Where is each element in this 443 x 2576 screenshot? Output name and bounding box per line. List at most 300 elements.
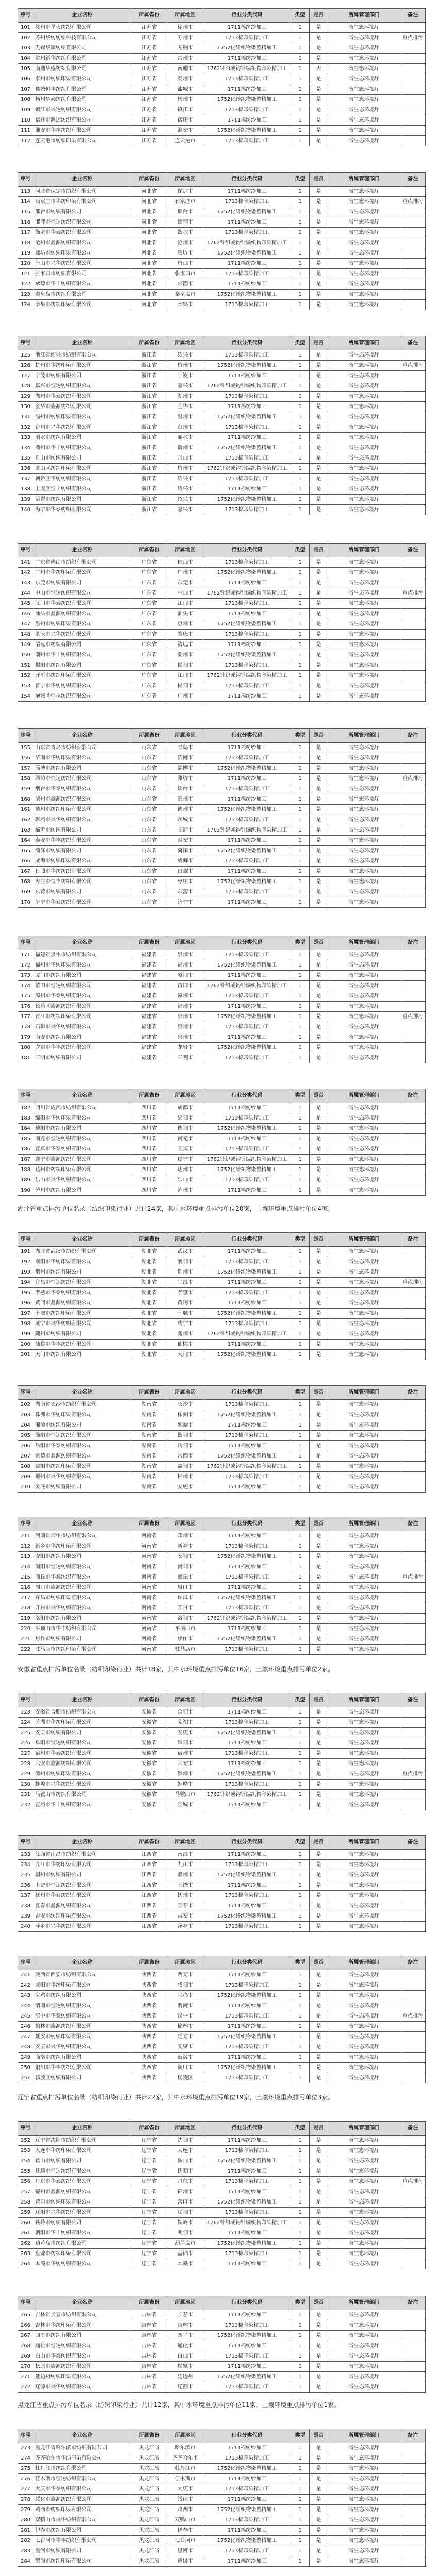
table-cell: 浙江省绍兴市纺织有限公司 xyxy=(33,350,131,361)
table-cell: 是 xyxy=(310,681,328,691)
table-cell: 青岛市 xyxy=(167,743,203,753)
table-cell: 1762针织或钩针编织物印染精加工 xyxy=(203,1329,291,1340)
table-cell: 1 xyxy=(291,1451,310,1462)
table-cell: 1711棉纺纱加工 xyxy=(203,1103,291,1113)
table-cell: 河北省 xyxy=(131,187,167,197)
table-cell: 清远市 xyxy=(167,640,203,650)
table-cell: 省生态环境厅 xyxy=(328,422,400,433)
table-cell: 新乡市 xyxy=(167,1541,203,1552)
table-cell: 1711棉纺纱加工 xyxy=(203,2136,291,2146)
table-cell: 舟山市 xyxy=(167,453,203,464)
table-cell: 省生态环境厅 xyxy=(328,2515,400,2526)
table-cell: 省生态环境厅 xyxy=(328,1482,400,1493)
table-cell xyxy=(400,392,426,402)
table-cell: 1 xyxy=(291,2474,310,2484)
table-cell: 省生态环境厅 xyxy=(328,1298,400,1309)
table-cell: 省生态环境厅 xyxy=(328,1022,400,1032)
table-cell: 1 xyxy=(291,2495,310,2505)
table-cell: 1752化纤织物染整精加工 xyxy=(203,443,291,453)
table-cell xyxy=(400,238,426,248)
table-cell: 否 xyxy=(310,64,328,74)
table-cell: 辽宁省 xyxy=(131,2166,167,2177)
table-cell: 佳木斯市 xyxy=(167,2474,203,2484)
table-cell: 是 xyxy=(310,743,328,753)
table-cell: 170 xyxy=(18,897,33,908)
column-header: 备注 xyxy=(400,336,426,350)
table-cell xyxy=(400,1032,426,1043)
table-cell: 省生态环境厅 xyxy=(328,2249,400,2259)
table-cell: 四平市 xyxy=(167,2331,203,2341)
table-cell: 广州市 xyxy=(167,568,203,578)
table-cell: 1 xyxy=(291,1552,310,1562)
table-cell: 白山市 xyxy=(167,2351,203,2362)
column-header: 行业分类代码 xyxy=(203,1517,291,1531)
column-header: 所属省份 xyxy=(131,1386,167,1400)
column-header: 类型 xyxy=(291,1956,310,1970)
table-cell: 省生态环境厅 xyxy=(328,960,400,971)
table-cell: 207 xyxy=(18,1451,33,1462)
table-cell: 江西省 xyxy=(131,1891,167,1901)
table-cell: 省生态环境厅 xyxy=(328,1603,400,1614)
table-cell: 焦作市 xyxy=(167,1634,203,1645)
table-cell: 1 xyxy=(291,505,310,515)
table-cell: 1 xyxy=(291,671,310,681)
table-cell xyxy=(400,1298,426,1309)
table-cell: 辽宁省 xyxy=(131,2146,167,2156)
table-cell xyxy=(400,259,426,269)
table-cell: 浙江省 xyxy=(131,392,167,402)
table-cell: 142 xyxy=(18,568,33,578)
table-cell xyxy=(400,557,426,568)
table-cell: 是 xyxy=(310,950,328,960)
table-cell: 南通华盛纺织有限公司 xyxy=(33,64,131,74)
table-cell: 广东省 xyxy=(131,650,167,660)
table-row xyxy=(18,960,426,971)
table-cell: 1713棉印染精加工 xyxy=(203,1780,291,1790)
table-cell: 1713棉印染精加工 xyxy=(203,1431,291,1441)
table-row xyxy=(18,557,426,568)
column-header: 序号 xyxy=(18,729,33,743)
table-cell: 河南省 xyxy=(131,1552,167,1562)
table-cell: 四川省 xyxy=(131,1124,167,1134)
column-header: 企业名称 xyxy=(33,1693,131,1707)
column-header: 企业名称 xyxy=(33,1386,131,1400)
table-header-row xyxy=(18,1233,426,1247)
table-cell: 汕头市鑫源纺织有限公司 xyxy=(33,609,131,619)
table-cell: 164 xyxy=(18,836,33,846)
table-cell: 省生态环境厅 xyxy=(328,836,400,846)
table-cell: 省生态环境厅 xyxy=(328,588,400,599)
table-cell: 1752化纤织物染整精加工 xyxy=(203,764,291,774)
table-cell: 滨州市鑫源纺织有限公司 xyxy=(33,794,131,805)
table-cell: 衡水市华泰纺织有限公司 xyxy=(33,228,131,238)
table-cell: 大庆市华泰纺织有限公司 xyxy=(33,2484,131,2495)
table-cell xyxy=(400,300,426,310)
table-cell: 鹤岗市纺织印染有限公司 xyxy=(33,2556,131,2567)
table-cell: 萧山区纺织印染有限公司 xyxy=(33,464,131,474)
table-row xyxy=(18,1790,426,1800)
table-cell: 是 xyxy=(310,991,328,1002)
table-cell xyxy=(400,1552,426,1562)
list-table xyxy=(18,1232,425,1360)
column-header: 是否 xyxy=(310,544,328,557)
table-cell: 葫芦岛市 xyxy=(167,2239,203,2249)
table-cell: 七台河市华丰纺织有限公司 xyxy=(33,2536,131,2546)
table-cell: 1 xyxy=(291,2320,310,2331)
table-cell: 1 xyxy=(291,126,310,136)
table-cell: 湖南省 xyxy=(131,1410,167,1420)
table-cell: 黑龙江省 xyxy=(131,2536,167,2546)
table-cell xyxy=(400,887,426,897)
table-cell: 257 xyxy=(18,2187,33,2197)
table-cell: 芜湖市华纺印染有限公司 xyxy=(33,1718,131,1728)
table-cell: 是 xyxy=(310,568,328,578)
table-cell xyxy=(400,1113,426,1124)
column-header: 行业分类代码 xyxy=(203,9,291,23)
table-cell: 吉林省 xyxy=(131,2351,167,2362)
list-table xyxy=(18,728,425,908)
table-cell: 186 xyxy=(18,1144,33,1155)
table-cell: 1 xyxy=(291,981,310,991)
table-cell: 224 xyxy=(18,1718,33,1728)
table-cell: 1752化纤织物染整精加工 xyxy=(203,2331,291,2341)
table-cell: 省生态环境厅 xyxy=(328,1614,400,1624)
table-row xyxy=(18,1298,426,1309)
table-cell: 南通市 xyxy=(167,64,203,74)
table-cell: 是 xyxy=(310,474,328,484)
table-cell: 259 xyxy=(18,2208,33,2218)
table-cell xyxy=(400,95,426,105)
table-cell: 伊春市纺织有限公司 xyxy=(33,2526,131,2536)
table-row xyxy=(18,2073,426,2083)
table-cell: 温州市纺织印染有限公司 xyxy=(33,412,131,422)
table-cell: 省生态环境厅 xyxy=(328,290,400,300)
table-cell: 厦门市纺织有限公司 xyxy=(33,971,131,981)
table-cell: 济宁市华泰纺织有限公司 xyxy=(33,897,131,908)
table-cell: 重点排污 xyxy=(400,588,426,599)
table-cell: 1713棉印染精加工 xyxy=(203,2011,291,2022)
table-cell: 省生态环境厅 xyxy=(328,2453,400,2464)
table-row xyxy=(18,2526,426,2536)
table-row xyxy=(18,991,426,1002)
table-cell: 陕西省 xyxy=(131,2042,167,2053)
table-cell: 1762针织或钩针编织物印染精加工 xyxy=(203,1462,291,1472)
table-cell: 1752化纤织物染整精加工 xyxy=(203,290,291,300)
table-cell: 汕头市 xyxy=(167,609,203,619)
table-cell: 145 xyxy=(18,599,33,609)
table-cell: 是 xyxy=(310,599,328,609)
table-cell: 1 xyxy=(291,825,310,836)
table-cell: 省生态环境厅 xyxy=(328,2022,400,2032)
table-cell: 187 xyxy=(18,1155,33,1165)
table-cell xyxy=(400,1593,426,1603)
table-cell: 黑龙江省 xyxy=(131,2515,167,2526)
table-cell: 三明市 xyxy=(167,1053,203,1063)
table-cell: 周口市鑫源纺织有限公司 xyxy=(33,1583,131,1593)
table-cell: 湖北省 xyxy=(131,1329,167,1340)
table-cell: 1713棉印染精加工 xyxy=(203,815,291,825)
table-cell: 常州新华纺织有限公司 xyxy=(33,54,131,64)
column-header: 序号 xyxy=(18,2122,33,2136)
column-header: 类型 xyxy=(291,2296,310,2310)
column-header: 企业名称 xyxy=(33,1089,131,1103)
column-header: 所属管理部门 xyxy=(328,544,400,557)
column-header: 所属地区 xyxy=(167,544,203,557)
table-cell: 1 xyxy=(291,187,310,197)
table-cell: 189 xyxy=(18,1175,33,1185)
column-header: 类型 xyxy=(291,729,310,743)
table-cell xyxy=(400,350,426,361)
table-cell: 广东省 xyxy=(131,681,167,691)
table-cell xyxy=(400,1103,426,1113)
table-cell: 1713棉印染精加工 xyxy=(203,630,291,640)
table-cell: 广东省 xyxy=(131,578,167,588)
column-header: 所属管理部门 xyxy=(328,1693,400,1707)
table-cell: 广东省 xyxy=(131,630,167,640)
table-cell: 日照市 xyxy=(167,867,203,877)
table-row xyxy=(18,1482,426,1493)
table-cell xyxy=(400,443,426,453)
table-cell: 省生态环境厅 xyxy=(328,877,400,887)
table-row xyxy=(18,2239,426,2249)
table-cell: 1 xyxy=(291,856,310,867)
table-cell: 是 xyxy=(310,619,328,630)
table-cell: 230 xyxy=(18,1780,33,1790)
table-cell: 锦州市鑫源纺织有限公司 xyxy=(33,2187,131,2197)
table-cell: 河南省 xyxy=(131,1624,167,1634)
table-row xyxy=(18,1350,426,1360)
table-cell: 江苏省 xyxy=(131,115,167,126)
table-cell: 1711棉纺纱加工 xyxy=(203,1583,291,1593)
table-cell: 吉林省 xyxy=(131,2372,167,2382)
table-cell: 是 xyxy=(310,2474,328,2484)
table-cell: 1713棉印染精加工 xyxy=(203,856,291,867)
table-cell: 1 xyxy=(291,2218,310,2228)
table-cell: 黑龙江省 xyxy=(131,2443,167,2453)
table-cell: 省生态环境厅 xyxy=(328,350,400,361)
table-cell: 萍乡市兴华纺织有限公司 xyxy=(33,1922,131,1932)
table-cell: 张家口市 xyxy=(167,269,203,279)
table-cell: 廊坊市纺织印染有限公司 xyxy=(33,248,131,259)
table-cell: 福建省 xyxy=(131,1032,167,1043)
table-cell: 遂宁市鑫源纺织有限公司 xyxy=(33,1155,131,1165)
table-cell: 153 xyxy=(18,681,33,691)
table-cell: 泉州市 xyxy=(167,1012,203,1022)
table-cell: 江苏省 xyxy=(131,126,167,136)
table-cell: 滁州市 xyxy=(167,1769,203,1780)
table-cell: 1713棉印染精加工 xyxy=(203,2320,291,2331)
table-cell: 安徽省 xyxy=(131,1707,167,1718)
table-cell: 重点排污 xyxy=(400,1012,426,1022)
table-cell: 省生态环境厅 xyxy=(328,361,400,371)
table-cell: 赣州市 xyxy=(167,1870,203,1880)
table-cell: 是 xyxy=(310,774,328,784)
table-cell xyxy=(400,269,426,279)
table-cell: 1 xyxy=(291,2136,310,2146)
table-cell: 1711棉纺纱加工 xyxy=(203,640,291,650)
table-cell: 陕西省 xyxy=(131,2001,167,2011)
column-header: 所属管理部门 xyxy=(328,1089,400,1103)
table-cell: 抚顺市恒达纺织有限公司 xyxy=(33,2166,131,2177)
table-cell xyxy=(400,1980,426,1991)
column-header: 是否 xyxy=(310,9,328,23)
table-cell: 是 xyxy=(310,557,328,568)
table-cell: 陕西省 xyxy=(131,2073,167,2083)
table-cell: 是 xyxy=(310,1922,328,1932)
table-cell: 省生态环境厅 xyxy=(328,1562,400,1572)
table-cell: 河北省 xyxy=(131,290,167,300)
table-cell: 廊坊市 xyxy=(167,248,203,259)
table-cell: 242 xyxy=(18,1980,33,1991)
table-cell: 山东省 xyxy=(131,815,167,825)
table-cell: 1 xyxy=(291,1583,310,1593)
table-cell xyxy=(400,2495,426,2505)
table-cell: 1713棉印染精加工 xyxy=(203,1175,291,1185)
table-row xyxy=(18,1053,426,1063)
table-cell xyxy=(400,753,426,764)
column-header: 所属管理部门 xyxy=(328,9,400,23)
table-cell: 1 xyxy=(291,971,310,981)
table-cell: 广东省 xyxy=(131,599,167,609)
table-cell: 吉林省 xyxy=(131,2341,167,2351)
table-cell: 山东省 xyxy=(131,867,167,877)
table-cell: 省生态环境厅 xyxy=(328,650,400,660)
table-cell: 辽宁省 xyxy=(131,2249,167,2259)
table-cell: 省生态环境厅 xyxy=(328,1012,400,1022)
table-cell: 省生态环境厅 xyxy=(328,33,400,43)
table-cell: 随州市纺织有限公司 xyxy=(33,1329,131,1340)
table-cell: 是 xyxy=(310,248,328,259)
table-cell: 芜湖市 xyxy=(167,1718,203,1728)
column-header: 所属地区 xyxy=(167,2122,203,2136)
table-row xyxy=(18,2156,426,2166)
table-cell: 辽宁省 xyxy=(131,2197,167,2208)
table-cell: 197 xyxy=(18,1309,33,1319)
table-cell: 江苏省 xyxy=(131,74,167,84)
table-cell: 是 xyxy=(310,2073,328,2083)
table-cell: 省生态环境厅 xyxy=(328,1165,400,1175)
table-cell: 鞍山市纺织有限公司 xyxy=(33,2156,131,2166)
table-cell: 广州市 xyxy=(167,691,203,702)
table-cell: 1 xyxy=(291,2166,310,2177)
table-cell: 辽阳市 xyxy=(167,2208,203,2218)
table-cell: 十堰市纺织印染有限公司 xyxy=(33,1309,131,1319)
table-row xyxy=(18,1043,426,1053)
table-cell: 167 xyxy=(18,867,33,877)
column-header: 所属省份 xyxy=(131,1233,167,1247)
table-cell: 106 xyxy=(18,74,33,84)
table-cell: 省生态环境厅 xyxy=(328,2484,400,2495)
table-cell: 119 xyxy=(18,248,33,259)
table-cell: 1 xyxy=(291,2073,310,2083)
table-cell: 咸宁市 xyxy=(167,1319,203,1329)
table-cell xyxy=(400,2310,426,2320)
table-cell: 1 xyxy=(291,568,310,578)
table-cell: 1 xyxy=(291,2372,310,2382)
table-cell: 省生态环境厅 xyxy=(328,1769,400,1780)
table-cell: 惠州市 xyxy=(167,619,203,630)
table-cell: 省生态环境厅 xyxy=(328,1901,400,1911)
table-cell: 1 xyxy=(291,2536,310,2546)
table-cell: 255 xyxy=(18,2166,33,2177)
table-cell: 中山市 xyxy=(167,588,203,599)
table-cell: 1 xyxy=(291,2156,310,2166)
table-cell: 省生态环境厅 xyxy=(328,2166,400,2177)
table-row xyxy=(18,2362,426,2372)
table-cell: 是 xyxy=(310,2382,328,2393)
table-cell: 衡水市 xyxy=(167,228,203,238)
table-cell: 长乐区鑫源纺织有限公司 xyxy=(33,1002,131,1012)
table-cell: 1 xyxy=(291,1911,310,1922)
table-cell: 是 xyxy=(310,1144,328,1155)
column-header: 类型 xyxy=(291,544,310,557)
table-header-row xyxy=(18,2122,426,2136)
table-cell: 是 xyxy=(310,1022,328,1032)
table-cell: 是 xyxy=(310,1451,328,1462)
table-cell: 马鞍山市纺织有限公司 xyxy=(33,1790,131,1800)
table-cell xyxy=(400,599,426,609)
table-cell: 湖北省 xyxy=(131,1278,167,1288)
table-cell xyxy=(400,650,426,660)
table-row xyxy=(18,1911,426,1922)
table-cell: 河北省保定市纺织有限公司 xyxy=(33,187,131,197)
table-cell xyxy=(400,412,426,422)
table-cell: 1 xyxy=(291,887,310,897)
table-cell: 是 xyxy=(310,1155,328,1165)
table-cell: 益阳市 xyxy=(167,1462,203,1472)
table-cell: 1713棉印染精加工 xyxy=(203,33,291,43)
column-header: 类型 xyxy=(291,1386,310,1400)
table-cell: 1711棉纺纱加工 xyxy=(203,187,291,197)
table-cell: 沈阳市 xyxy=(167,2136,203,2146)
list-table xyxy=(18,1693,425,1810)
table-row xyxy=(18,1583,426,1593)
table-cell: 是 xyxy=(310,381,328,392)
table-cell: 250 xyxy=(18,2063,33,2073)
table-cell: 省生态环境厅 xyxy=(328,1980,400,1991)
table-cell: 202 xyxy=(18,1400,33,1410)
table-row xyxy=(18,1850,426,1860)
table-row xyxy=(18,1552,426,1562)
table-cell: 235 xyxy=(18,1870,33,1880)
table-row xyxy=(18,1634,426,1645)
table-cell: 是 xyxy=(310,1165,328,1175)
table-cell: 1 xyxy=(291,1309,310,1319)
table-cell: 平顶山市 xyxy=(167,1624,203,1634)
table-cell: 是 xyxy=(310,1288,328,1298)
table-cell: 1711棉纺纱加工 xyxy=(203,1420,291,1431)
table-cell: 1 xyxy=(291,361,310,371)
table-cell: 1713棉印染精加工 xyxy=(203,2073,291,2083)
table-cell: 省生态环境厅 xyxy=(328,599,400,609)
table-cell: 省生态环境厅 xyxy=(328,2310,400,2320)
column-header: 所属省份 xyxy=(131,729,167,743)
table-cell xyxy=(400,126,426,136)
table-cell: 1752化纤织物染整精加工 xyxy=(203,126,291,136)
table-cell: 1 xyxy=(291,2042,310,2053)
table-cell: 1 xyxy=(291,412,310,422)
table-cell: 省生态环境厅 xyxy=(328,1247,400,1257)
table-row xyxy=(18,753,426,764)
table-cell: 是 xyxy=(310,2042,328,2053)
table-cell: 1 xyxy=(291,1002,310,1012)
table-cell: 1713棉印染精加工 xyxy=(203,1053,291,1063)
table-cell: 152 xyxy=(18,671,33,681)
column-header: 企业名称 xyxy=(33,1956,131,1970)
table-cell: 省生态环境厅 xyxy=(328,1991,400,2001)
table-cell: 是 xyxy=(310,2320,328,2331)
table-cell xyxy=(400,981,426,991)
